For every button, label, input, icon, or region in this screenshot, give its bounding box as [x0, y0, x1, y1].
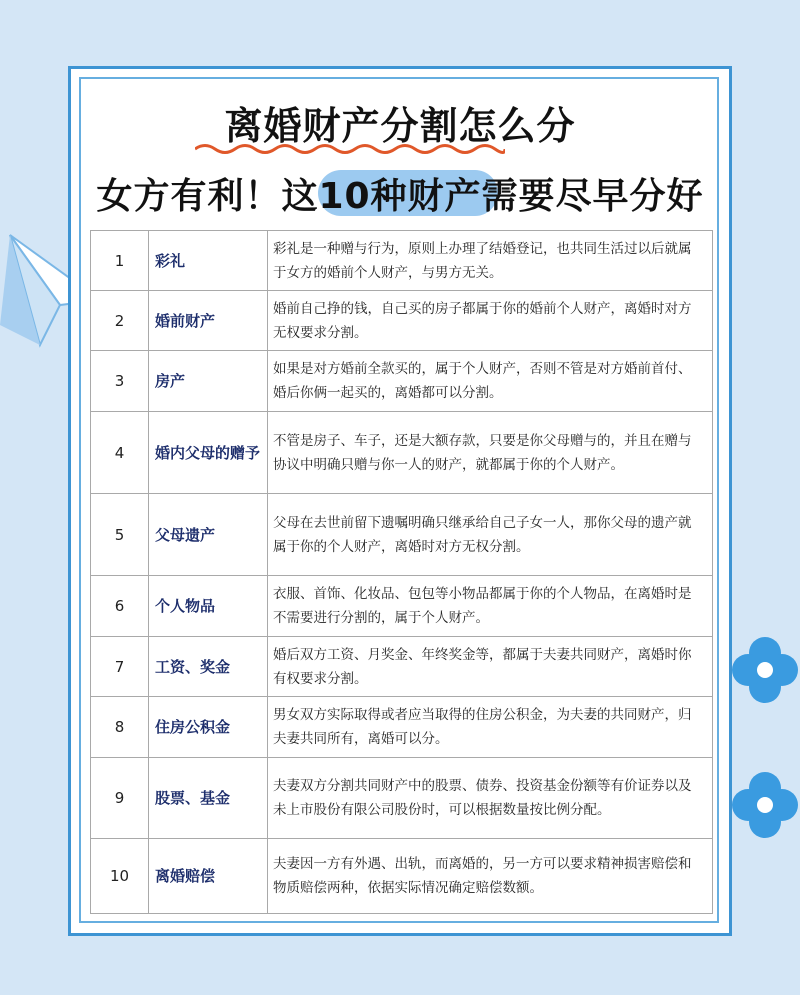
item-description: 如果是对方婚前全款买的，属于个人财产，否则不管是对方婚前首付、婚后你俩一起买的，离婚都可以分割。 [268, 351, 713, 412]
item-description: 男女双方实际取得或者应当取得的住房公积金，为夫妻的共同财产，归夫妻共同所有，离婚可以分。 [268, 697, 713, 758]
page-title: 离婚财产分割怎么分 [224, 104, 576, 148]
flower-decoration-bottom [730, 770, 800, 840]
table-row [91, 231, 713, 291]
row-number: 2 [91, 291, 149, 351]
row-number: 1 [91, 231, 149, 291]
row-number: 10 [91, 839, 149, 914]
row-number: 7 [91, 637, 149, 697]
table-row [91, 839, 713, 914]
item-description: 婚后双方工资、月奖金、年终奖金等，都属于夫妻共同财产，离婚时你有权要求分割。 [268, 637, 713, 697]
row-number: 6 [91, 576, 149, 637]
table-row [91, 412, 713, 494]
wavy-underline [195, 142, 505, 156]
table-row [91, 697, 713, 758]
page-subtitle: 女方有利！这10种财产需要尽早分好 [96, 176, 704, 217]
item-description: 夫妻双方分割共同财产中的股票、债券、投资基金份额等有价证券以及未上市股份有限公司股份时，可以根据数量按比例分配。 [268, 758, 713, 839]
item-name: 父母遗产 [149, 494, 268, 576]
item-description: 不管是房子、车子，还是大额存款，只要是你父母赠与的，并且在赠与协议中明确只赠与你一人的财产，就都属于你的个人财产。 [268, 412, 713, 494]
item-name: 个人物品 [149, 576, 268, 637]
table-row [91, 576, 713, 637]
item-description: 彩礼是一种赠与行为，原则上办理了结婚登记，也共同生活过以后就属于女方的婚前个人财产，与男方无关。 [268, 231, 713, 291]
item-name: 房产 [149, 351, 268, 412]
item-name: 婚前财产 [149, 291, 268, 351]
item-name: 工资、奖金 [149, 637, 268, 697]
table-row [91, 494, 713, 576]
table-row [91, 637, 713, 697]
item-name: 婚内父母的赠予 [149, 412, 268, 494]
item-description: 父母在去世前留下遗嘱明确只继承给自己子女一人，那你父母的遗产就属于你的个人财产，离婚时对方无权分割。 [268, 494, 713, 576]
property-table [90, 230, 713, 914]
item-description: 婚前自己挣的钱，自己买的房子都属于你的婚前个人财产，离婚时对方无权要求分割。 [268, 291, 713, 351]
table-row [91, 291, 713, 351]
row-number: 8 [91, 697, 149, 758]
item-name: 股票、基金 [149, 758, 268, 839]
item-name: 住房公积金 [149, 697, 268, 758]
flower-decoration-top [730, 635, 800, 705]
table-row [91, 351, 713, 412]
item-name: 彩礼 [149, 231, 268, 291]
table-row [91, 758, 713, 839]
item-description: 衣服、首饰、化妆品、包包等小物品都属于你的个人物品，在离婚时是不需要进行分割的，属于个人财产。 [268, 576, 713, 637]
row-number: 9 [91, 758, 149, 839]
item-name: 离婚赔偿 [149, 839, 268, 914]
item-description: 夫妻因一方有外遇、出轨，而离婚的，另一方可以要求精神损害赔偿和物质赔偿两种，依据实际情况确定赔偿数额。 [268, 839, 713, 914]
row-number: 4 [91, 412, 149, 494]
row-number: 3 [91, 351, 149, 412]
row-number: 5 [91, 494, 149, 576]
